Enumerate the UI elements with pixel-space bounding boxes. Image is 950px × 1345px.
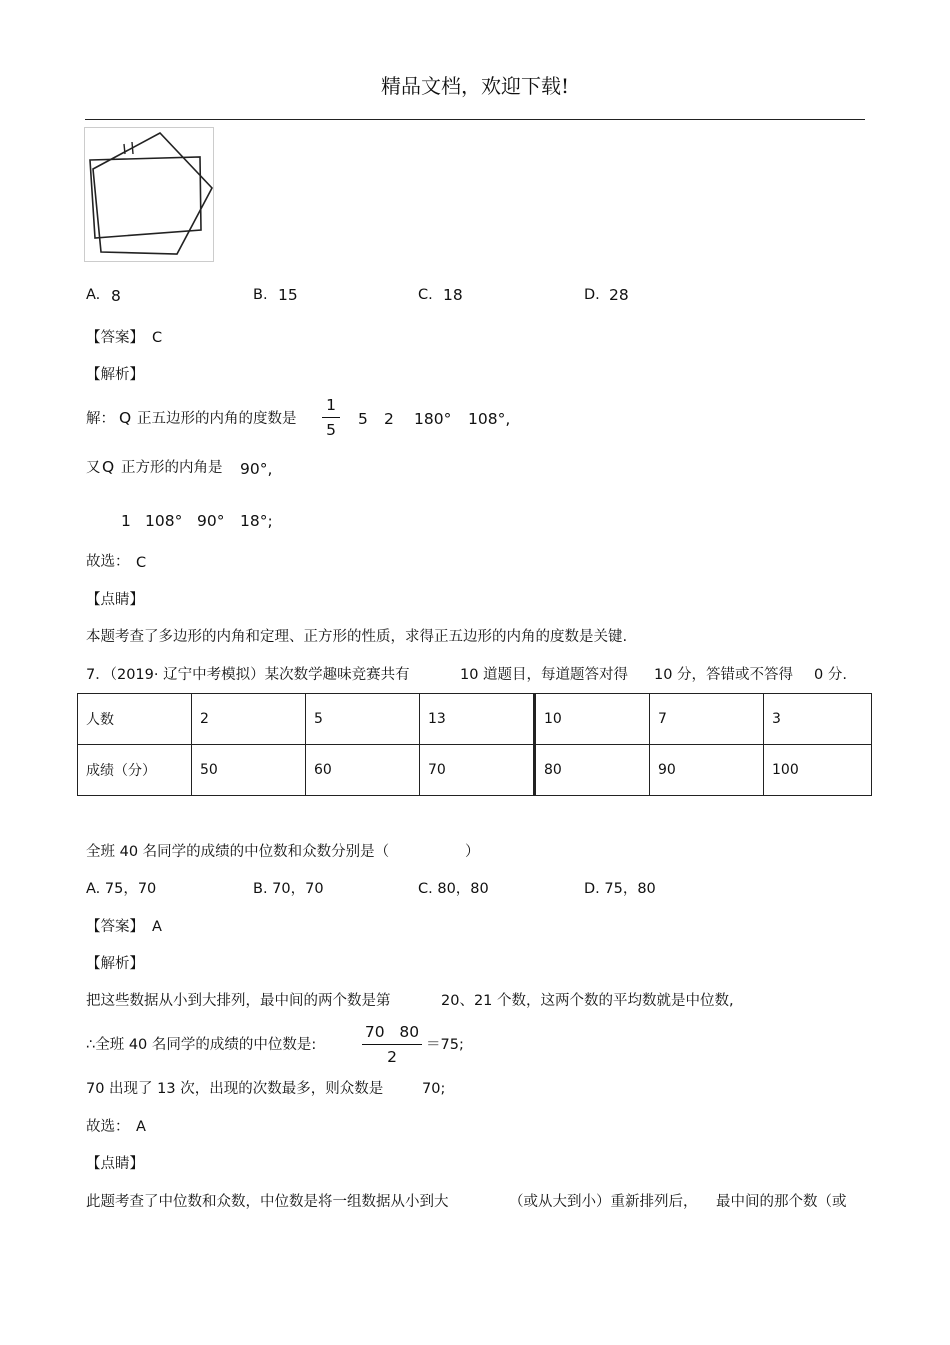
table-cell: 13: [420, 694, 535, 745]
solution-line1-text: 正五边形的内角的度数是: [137, 411, 297, 427]
analysis-tag: 【解析】: [86, 367, 144, 383]
page-header-title: 精品文档，欢迎下载!: [380, 74, 570, 98]
table-cell: 10: [535, 694, 650, 745]
option-a-letter: A.: [86, 287, 101, 303]
comment-text: 本题考查了多边形的内角和定理、正方形的性质，求得正五边形的内角的度数是关键.: [86, 629, 628, 645]
fraction-denominator: 2: [387, 1048, 397, 1066]
fraction-numerator: 1: [326, 396, 336, 414]
calc-term: 2: [384, 410, 394, 428]
calc-term: 90°: [197, 512, 225, 530]
question-7-prompt: 全班 40 名同学的成绩的中位数和众数分别是（: [86, 844, 390, 860]
table-row: [78, 745, 872, 796]
question-7-stem: 10 道题目，每道题答对得: [460, 667, 629, 683]
comment-text: （或从大到小）重新排列后，: [509, 1194, 698, 1210]
calc-term: 18°;: [240, 512, 273, 530]
fraction-numerator: 70 80: [364, 1023, 420, 1041]
question-7-prompt-close: ）: [465, 844, 480, 860]
calc-term: 180°: [414, 410, 452, 428]
analysis-line3: 70 出现了 13 次，出现的次数最多，则众数是: [86, 1081, 384, 1097]
fraction-denominator: 5: [326, 421, 336, 439]
choice-label: 故选：: [86, 554, 130, 570]
comment-tag: 【点睛】: [86, 1156, 144, 1172]
calc-term: 108°,: [468, 410, 511, 428]
option-b: B. 70，70: [253, 881, 324, 897]
answer-value: A: [152, 919, 162, 935]
option-a-value: 8: [111, 287, 121, 305]
median-result: ＝75;: [426, 1037, 464, 1053]
fraction-one-fifth: [322, 396, 340, 439]
table-cell: 5: [306, 694, 420, 745]
choice-label: 故选：: [86, 1119, 130, 1135]
table-cell: 人数: [78, 694, 192, 745]
table-cell: 90: [650, 745, 764, 796]
table-cell: 70: [420, 745, 535, 796]
calc-term: 1: [121, 512, 131, 530]
option-c-value: 18: [443, 286, 463, 304]
analysis-line1: 20、21 个数，这两个数的平均数就是中位数,: [441, 993, 734, 1009]
median-fraction: [362, 1023, 422, 1066]
square-shape: [90, 157, 201, 238]
table-cell: 2: [192, 694, 306, 745]
table-cell: 100: [764, 745, 872, 796]
option-d: D. 75，80: [584, 881, 656, 897]
pentagon-shape: [93, 133, 212, 254]
fraction-bar: [362, 1044, 422, 1045]
calc-term: 108°: [145, 512, 183, 530]
question-7-stem: 7．（2019· 辽宁中考模拟）某次数学趣味竞赛共有: [86, 667, 410, 683]
table-cell: 60: [306, 745, 420, 796]
fraction-bar: [322, 417, 340, 418]
table-cell: 7: [650, 694, 764, 745]
solution-line2-prefix: 又: [86, 460, 101, 476]
solution-line2-value: 90°,: [240, 460, 273, 478]
angle-mark: [124, 144, 125, 154]
table-cell: 50: [192, 745, 306, 796]
solution-line2-text: 正方形的内角是: [121, 460, 223, 476]
header-rule: [85, 119, 865, 120]
table-cell: 成绩（分）: [78, 745, 192, 796]
question-7-stem: 10 分，答错或不答得: [654, 667, 794, 683]
comment-text: 最中间的那个数（或: [716, 1194, 847, 1210]
question-7-stem: 0 分.: [814, 667, 847, 683]
choice-value: A: [136, 1119, 146, 1135]
option-b-letter: B.: [253, 287, 268, 303]
analysis-line3: 70;: [422, 1081, 446, 1097]
option-c: C. 80，80: [418, 881, 489, 897]
option-a: A. 75，70: [86, 881, 157, 897]
score-table: [77, 693, 872, 796]
because-symbol: Q: [119, 409, 132, 427]
option-b-value: 15: [278, 286, 298, 304]
angle-mark: [132, 142, 133, 154]
choice-value: C: [136, 555, 147, 571]
solution-prefix: 解：: [86, 411, 115, 427]
table-cell: 80: [535, 745, 650, 796]
answer-tag: 【答案】: [86, 330, 144, 346]
analysis-tag: 【解析】: [86, 956, 144, 972]
table-row: [78, 694, 872, 745]
table-cell: 3: [764, 694, 872, 745]
comment-tag: 【点睛】: [86, 592, 144, 608]
analysis-line1: 把这些数据从小到大排列，最中间的两个数是第: [86, 993, 391, 1009]
analysis-line2: ∴全班 40 名同学的成绩的中位数是:: [86, 1037, 317, 1053]
calc-term: 5: [358, 410, 368, 428]
square-pentagon-figure: [84, 127, 216, 263]
comment-text: 此题考查了中位数和众数，中位数是将一组数据从小到大: [86, 1194, 449, 1210]
answer-tag: 【答案】: [86, 919, 144, 935]
option-d-value: 28: [609, 286, 629, 304]
option-c-letter: C.: [418, 287, 433, 303]
answer-value: C: [152, 330, 163, 346]
option-d-letter: D.: [584, 287, 600, 303]
because-symbol: Q: [102, 458, 115, 476]
